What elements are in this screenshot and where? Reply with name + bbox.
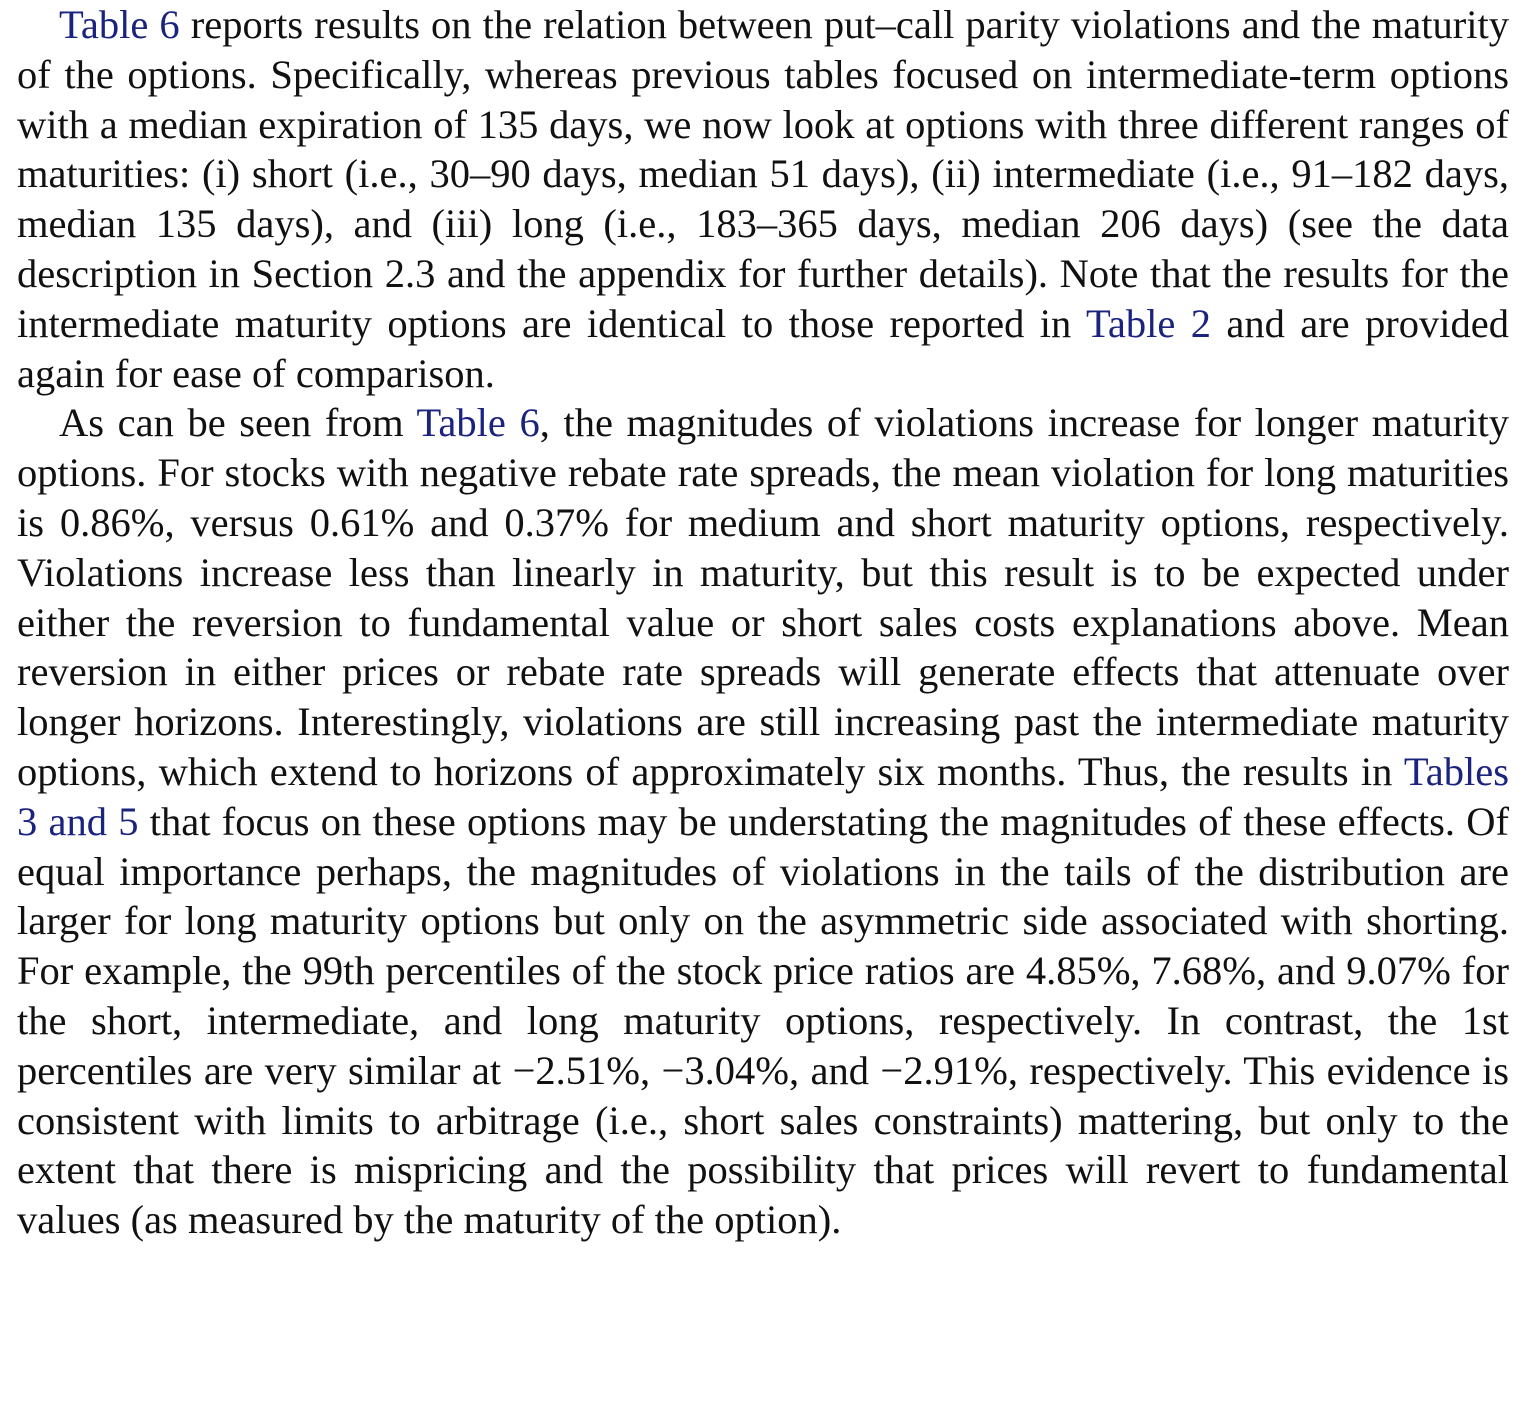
paragraph-2-text-c: that focus on these options may be understating the magnitudes of these effects. Of equal importance perhaps, the magnitudes of violations in the tails of the distribution are larger for long maturity options but only on the asymmetric side associated with shorting. For example, the 99th percentiles of the stock price ratios are 4.85%, 7.68%, and 9.07% for the short, intermediate, and long maturity options, respectively. In contrast, the 1st percentiles are very similar at −2.51%, −3.04%, and −2.91%, respectively. This evidence is consistent with limits to arbitrage (i.e., short sales constraints) mattering, but only to the extent that there is mispricing and the possibility that prices will revert to fundamental values (as measured by the maturity of the option). <box>17 798 1509 1243</box>
table-2-link[interactable]: Table 2 <box>1085 300 1211 346</box>
table-6-link-2[interactable]: Table 6 <box>416 400 540 446</box>
paragraph-2 <box>17 398 1509 1245</box>
document-body <box>17 0 1509 1245</box>
tables-3-and-5-link[interactable]: Tables 3 and 5 <box>17 748 1509 844</box>
table-6-link[interactable]: Table 6 <box>59 2 180 47</box>
paragraph-2-text-a: As can be seen from <box>59 400 417 446</box>
paragraph-1-text-a: reports results on the relation between put–call parity violations and the maturity of the options. Specifically, whereas previous tables focused on intermediate-term options with a median expiration of 135 days, we now look at options with three different ranges of maturities: (i) short (i.e., 30–90 days, median 51 days), (ii) intermediate (i.e., 91–182 days, median 135 days), and (iii) long (i.e., 183–365 days, median 206 days) (see the data description in Section 2.3 and the appendix for further details). Note that the results for the intermediate maturity options are identical to those reported in <box>17 2 1509 346</box>
paragraph-1-text-b: and are provided again for ease of comparison. <box>17 300 1509 396</box>
paragraph-1 <box>17 0 1509 398</box>
paragraph-2-text-b: , the magnitudes of violations increase for longer maturity options. For stocks with negative rebate rate spreads, the mean violation for long maturities is 0.86%, versus 0.61% and 0.37% for medium and short maturity options, respectively. Violations increase less than linearly in maturity, but this result is to be expected under either the reversion to fundamental value or short sales costs explanations above. Mean reversion in either prices or rebate rate spreads will generate effects that attenuate over longer horizons. Interestingly, violations are still increasing past the intermediate maturity options, which extend to horizons of approximately six months. Thus, the results in <box>17 400 1509 794</box>
